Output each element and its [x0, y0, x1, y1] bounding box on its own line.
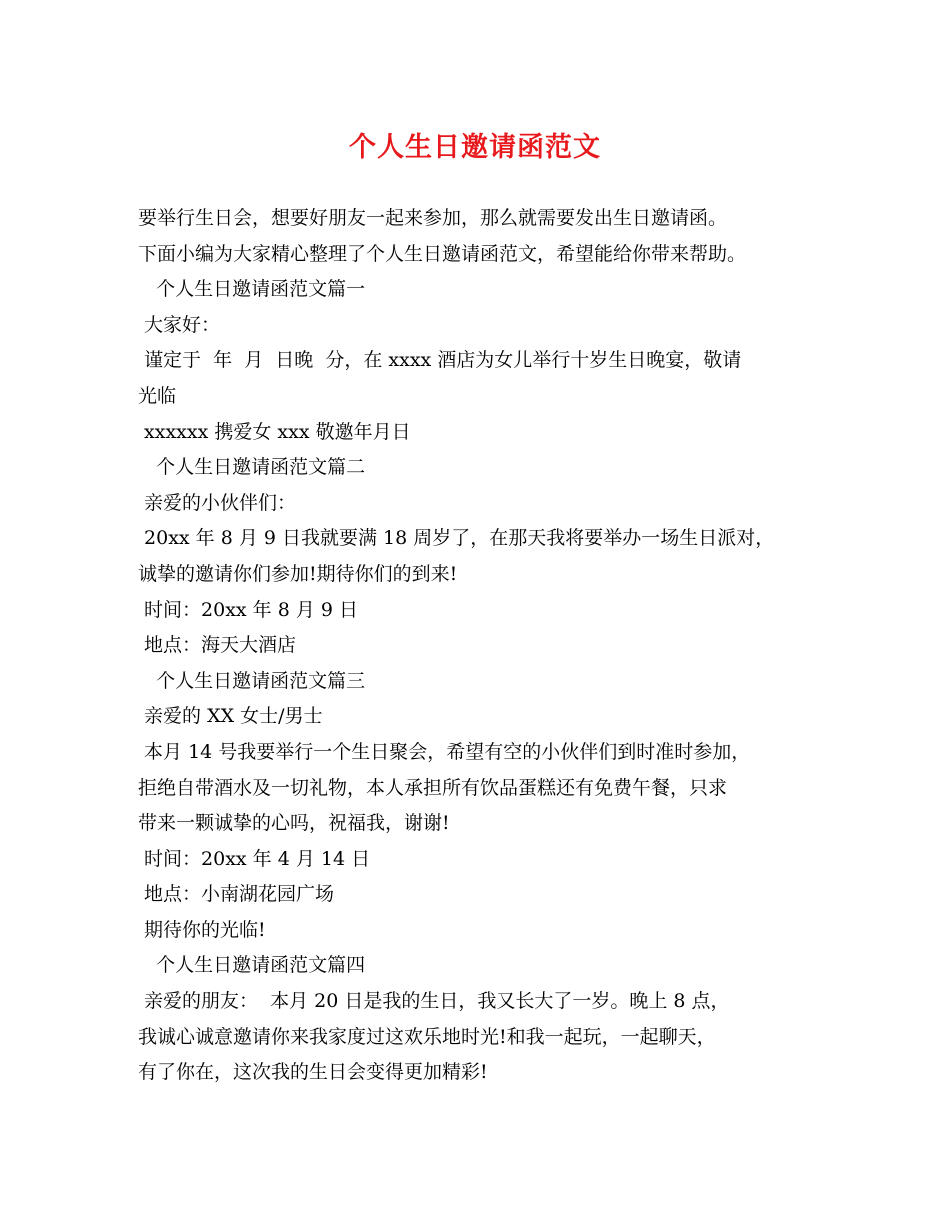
- document-title: 个人生日邀请函范文: [349, 132, 601, 163]
- paragraph-line: 本月 14 号我要举行一个生日聚会，希望有空的小伙伴们到时准时参加，: [138, 740, 751, 763]
- paragraph-line: xxxxxx 携爱女 xxx 敬邀年月日: [138, 420, 411, 443]
- document-body: [138, 201, 828, 1091]
- paragraph-line: 亲爱的小伙伴们：: [138, 491, 297, 514]
- paragraph-line: 期待你的光临!: [138, 918, 266, 941]
- paragraph-line: 光临: [138, 384, 177, 407]
- paragraph-line: 时间：20xx 年 4 月 14 日: [138, 847, 371, 870]
- paragraph-line: 地点：海天大酒店: [138, 634, 297, 657]
- paragraph-line: 大家好：: [138, 313, 221, 336]
- paragraph-line: 下面小编为大家精心整理了个人生日邀请函范文，希望能给你带来帮助。: [138, 242, 747, 265]
- section-heading: 个人生日邀请函范文篇三: [138, 669, 366, 692]
- paragraph-line: 要举行生日会，想要好朋友一起来参加，那么就需要发出生日邀请函。: [138, 207, 728, 229]
- paragraph-line: 地点：小南湖花园广场: [138, 883, 335, 906]
- paragraph-line: 谨定于 年 月 日晚 分，在 xxxx 酒店为女儿举行十岁生日晚宴，敬请: [138, 349, 742, 372]
- paragraph-line: 亲爱的朋友： 本月 20 日是我的生日，我又长大了一岁。晚上 8 点，: [138, 990, 730, 1013]
- section-heading: 个人生日邀请函范文篇四: [138, 954, 366, 977]
- paragraph-line: 20xx 年 8 月 9 日我就要满 18 周岁了，在那天我将要举办一场生日派对，: [138, 527, 775, 550]
- paragraph-line: 亲爱的 XX 女士/男士: [138, 705, 323, 728]
- paragraph-line: 时间：20xx 年 8 月 9 日: [138, 598, 359, 621]
- paragraph-line: 有了你在，这次我的生日会变得更加精彩!: [138, 1061, 488, 1084]
- section-heading: 个人生日邀请函范文篇一: [138, 278, 366, 301]
- section-heading: 个人生日邀请函范文篇二: [138, 456, 366, 479]
- paragraph-line: 我诚心诚意邀请你来我家度过这欢乐地时光!和我一起玩，一起聊天，: [138, 1025, 716, 1048]
- paragraph-line: 带来一颗诚挚的心吗，祝福我，谢谢!: [138, 812, 450, 835]
- paragraph-line: 拒绝自带酒水及一切礼物，本人承担所有饮品蛋糕还有免费午餐，只求: [138, 776, 728, 799]
- paragraph-line: 诚挚的邀请你们参加!期待你们的到来!: [138, 562, 458, 585]
